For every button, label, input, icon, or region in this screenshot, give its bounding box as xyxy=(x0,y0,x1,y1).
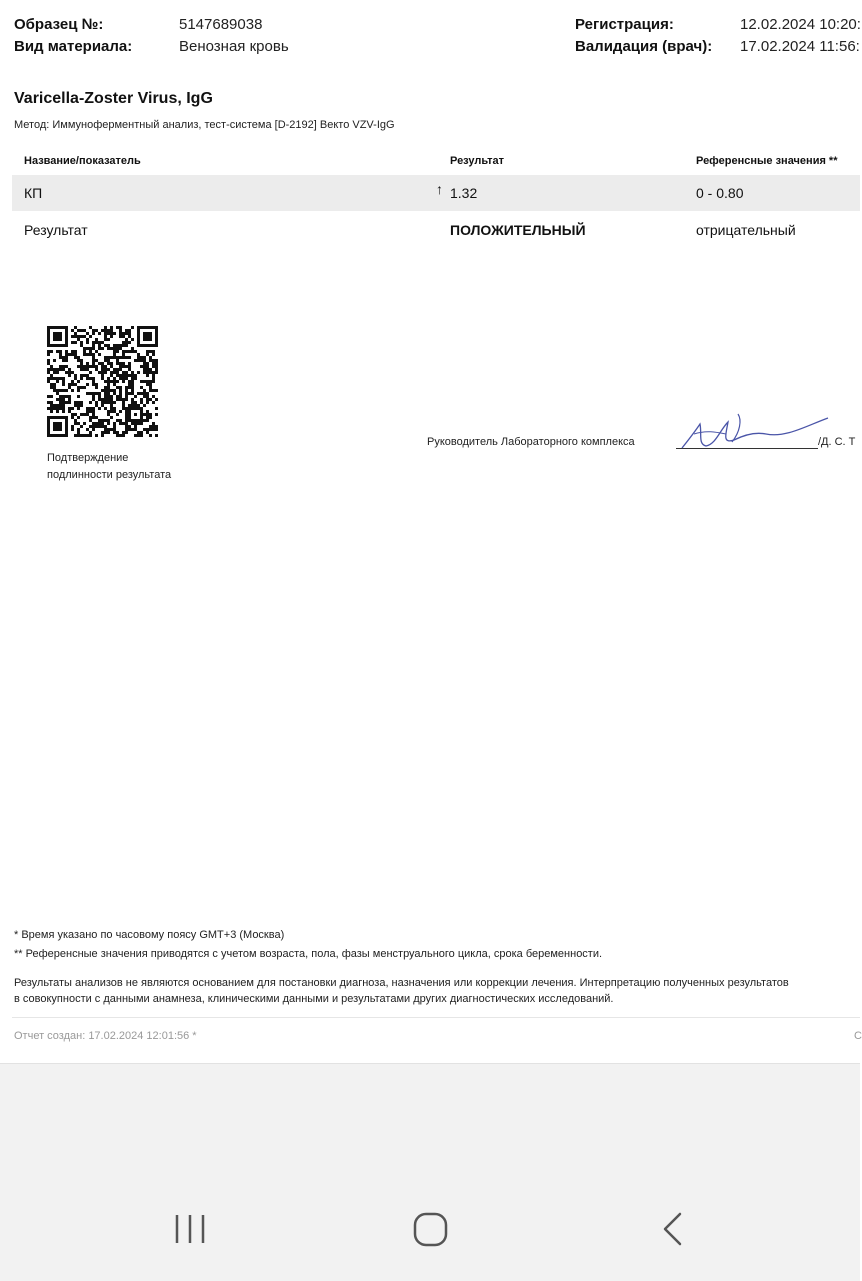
footnote-time: * Время указано по часовому поясу GMT+3 (Москва) xyxy=(14,929,285,941)
sample-value: 5147689038 xyxy=(179,16,263,33)
recent-apps-icon xyxy=(170,1209,210,1249)
page-mark: С xyxy=(854,1030,862,1042)
registration-label: Регистрация: xyxy=(575,16,674,33)
qr-caption-line2: подлинности результата xyxy=(47,469,172,481)
recent-apps-button[interactable] xyxy=(170,1209,210,1249)
row-result: ПОЛОЖИТЕЛЬНЫЙ xyxy=(450,222,586,238)
back-button[interactable] xyxy=(656,1209,696,1249)
column-header-reference: Референсные значения ** xyxy=(696,155,838,167)
test-method: Метод: Иммуноферментный анализ, тест-система [D-2192] Векто VZV-IgG xyxy=(14,119,395,131)
material-label: Вид материала: xyxy=(14,38,133,55)
qr-caption-line1: Подтверждение xyxy=(47,452,129,464)
validation-value: 17.02.2024 11:56: xyxy=(740,38,860,55)
row-result: 1.32 xyxy=(450,185,478,201)
registration-value: 12.02.2024 10:20: xyxy=(740,16,861,33)
material-value: Венозная кровь xyxy=(179,38,289,55)
divider xyxy=(12,1017,860,1018)
validation-label: Валидация (врач): xyxy=(575,38,713,55)
column-header-name: Название/показатель xyxy=(24,155,141,167)
qr-code-image xyxy=(47,326,158,437)
row-name: КП xyxy=(24,185,43,201)
signature-scribble xyxy=(676,404,836,454)
test-title: Varicella-Zoster Virus, IgG xyxy=(14,90,213,107)
home-button[interactable] xyxy=(411,1209,451,1249)
signature-name: /Д. С. Т xyxy=(818,436,856,448)
qr-code[interactable] xyxy=(47,326,158,437)
signature-label: Руководитель Лабораторного комплекса xyxy=(427,436,635,448)
row-name: Результат xyxy=(24,222,88,238)
column-header-result: Результат xyxy=(450,155,505,167)
row-reference: 0 - 0.80 xyxy=(696,185,744,201)
row-reference: отрицательный xyxy=(696,222,796,238)
navigation-bar xyxy=(0,1063,860,1281)
arrow-up-icon: ↑ xyxy=(436,181,443,197)
disclaimer-line1: Результаты анализов не являются основанием для постановки диагноза, назначения или коррекции лечения. Интерпретацию полученных результатов xyxy=(14,977,789,989)
home-icon xyxy=(411,1209,451,1249)
disclaimer-line2: в совокупности с данными анамнеза, клиническими данными и результатами других диагностических исследований. xyxy=(14,993,614,1005)
report-created: Отчет создан: 17.02.2024 12:01:56 * xyxy=(14,1030,197,1042)
back-icon xyxy=(656,1209,696,1249)
sample-label: Образец №: xyxy=(14,16,104,33)
footnote-reference: ** Референсные значения приводятся с учетом возраста, пола, фазы менструального цикла, срока беременности. xyxy=(14,948,603,960)
